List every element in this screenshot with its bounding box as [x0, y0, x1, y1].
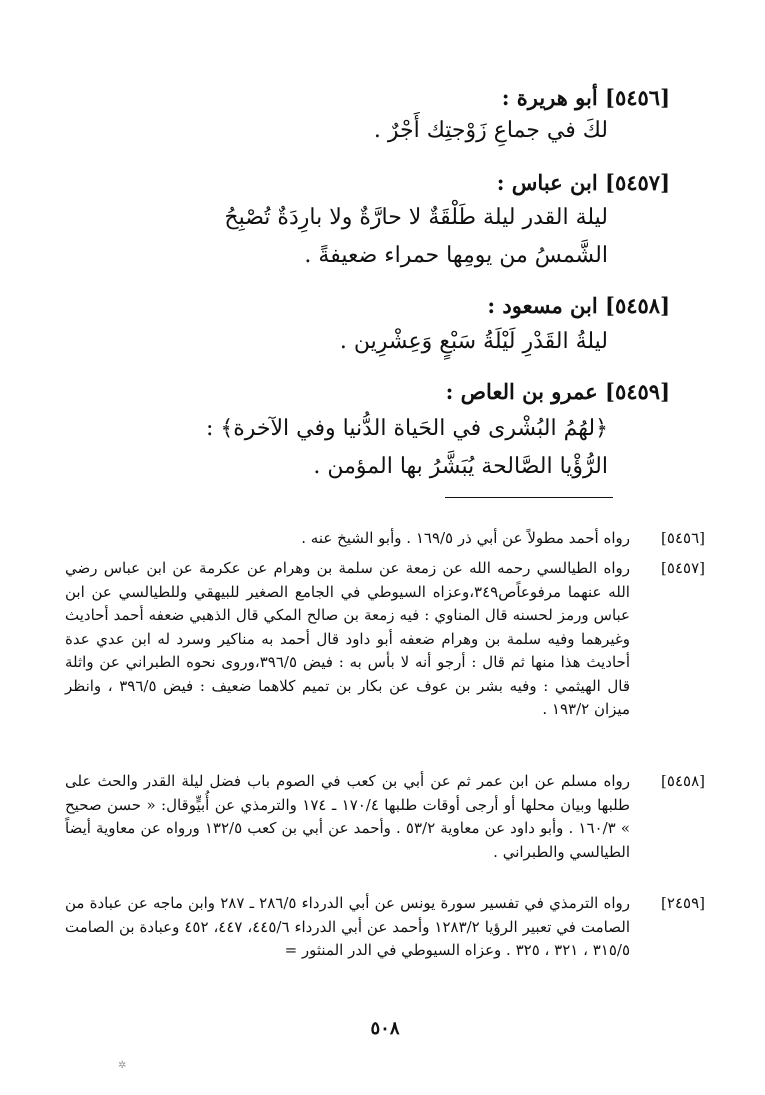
- entry-narrator: ابن مسعود :: [487, 293, 598, 318]
- entry-number: [٥٤٥٨]: [605, 293, 670, 318]
- footnote-text: رواه الطيالسي رحمه الله عن زمعة عن سلمة بن وهرام عن عكرمة عن ابن عباس رضي الله عنهما مرفوعاًص٣٤٩،وعزاه السيوطي في الجامع الصغير للبيهقي وللطيالسي عن ابن عباس ورمز لحسنه قال المناوي : فيه زمعة بن صالح المكي قال الذهبي ضعفه أحمد أحاديث وغيرهما وفيه سلمة بن وهرام ضعفه أبو داود قال أحمد به مناكير وسرد له ابن عدي عدة أحاديث هذا منها ثم قال : أرجو أنه لا بأس به : فيض ٣٩٦/٥،وروى نحوه الطبراني عن واثلة قال الهيثمي : وفيه بشر بن عوف عن بكار بن تميم كلاهما ضعيف : فيض ٣٩٦/٥ ، وانظر ميزان ١٩٣/٢ .: [65, 559, 630, 718]
- entry-text: ليلةُ القَدْرِ لَيْلَةُ سَبْعٍ وَعِشْرِين .: [339, 329, 608, 354]
- footnote: [65, 892, 705, 963]
- footnote: [65, 527, 705, 551]
- entry-heading: [110, 291, 670, 321]
- entry-text: ليلة القدر ليلة طَلْقَةٌ لا حارَّةٌ ولا بارِدَةٌ تُصْبِحُ الشَّمسُ من يومِها حمراء ضعيفةً .: [224, 205, 608, 268]
- entry-text: ﴿لهُمُ البُشْرى في الحَياة الدُّنيا وفي الآخرة﴾ : الرُّؤْيا الصَّالحة يُبَشَّرُ بها المؤمن .: [205, 416, 608, 479]
- footnote-divider: [445, 497, 613, 498]
- entry-narrator: أبو هريرة :: [501, 85, 598, 110]
- entry-narrator: ابن عباس :: [496, 170, 598, 195]
- entry-heading: [110, 83, 670, 113]
- footnote-number: [٥٤٥٨]: [661, 772, 705, 790]
- footnote-number: [٢٤٥٩]: [661, 894, 705, 912]
- footnote-text: رواه أحمد مطولاً عن أبي ذر ١٦٩/٥ . وأبو الشيخ عنه .: [301, 529, 630, 547]
- footnote-text: رواه مسلم عن ابن عمر ثم عن أبي بن كعب في الصوم باب فضل ليلة القدر والحث على طلبها وبيان محلها أو أرجى أوقات طلبها ١٧٠/٤ ـ ١٧٤ والترمذي عن أُبيٍّوقال: « حسن صحيح » ١٦٠/٣ . وأبو داود عن معاوية ٥٣/٢ . وأحمد عن أبي بن كعب ١٣٢/٥ ورواه عن معاوية أيضاً الطيالسي والطبراني .: [65, 772, 631, 861]
- footnote: [65, 770, 705, 864]
- footnote-number: [٥٤٥٧]: [661, 559, 705, 577]
- page-number: ٥٠٨: [370, 1018, 400, 1039]
- entry-heading: [110, 168, 670, 198]
- entry-number: [٥٤٥٧]: [605, 170, 670, 195]
- entry-number: [٥٤٥٩]: [605, 379, 670, 404]
- scan-speck-icon: ✲: [118, 1060, 127, 1071]
- footnote-text: رواه الترمذي في تفسير سورة يونس عن أبي الدرداء ٢٨٦/٥ ـ ٢٨٧ وابن ماجه عن عبادة من الصامت في تعبير الرؤيا ١٢٨٣/٢ وأحمد عن أبي الدرداء ٤٤٥/٦، ٤٤٧، ٤٥٢ وعبادة بن الصامت ٣١٥/٥ ، ٣٢١ ، ٣٢٥ . وعزاه السيوطي في الدر المنثور =: [65, 894, 630, 959]
- entry-heading: [110, 377, 670, 407]
- footnote-number: [٥٤٥٦]: [661, 529, 705, 547]
- entry-number: [٥٤٥٦]: [605, 85, 670, 110]
- footnote: [65, 557, 705, 722]
- entry-narrator: عمرو بن العاص :: [445, 379, 598, 404]
- entry-text: لكَ في جماعِ زَوْجتِك أَجْرٌ .: [373, 118, 608, 143]
